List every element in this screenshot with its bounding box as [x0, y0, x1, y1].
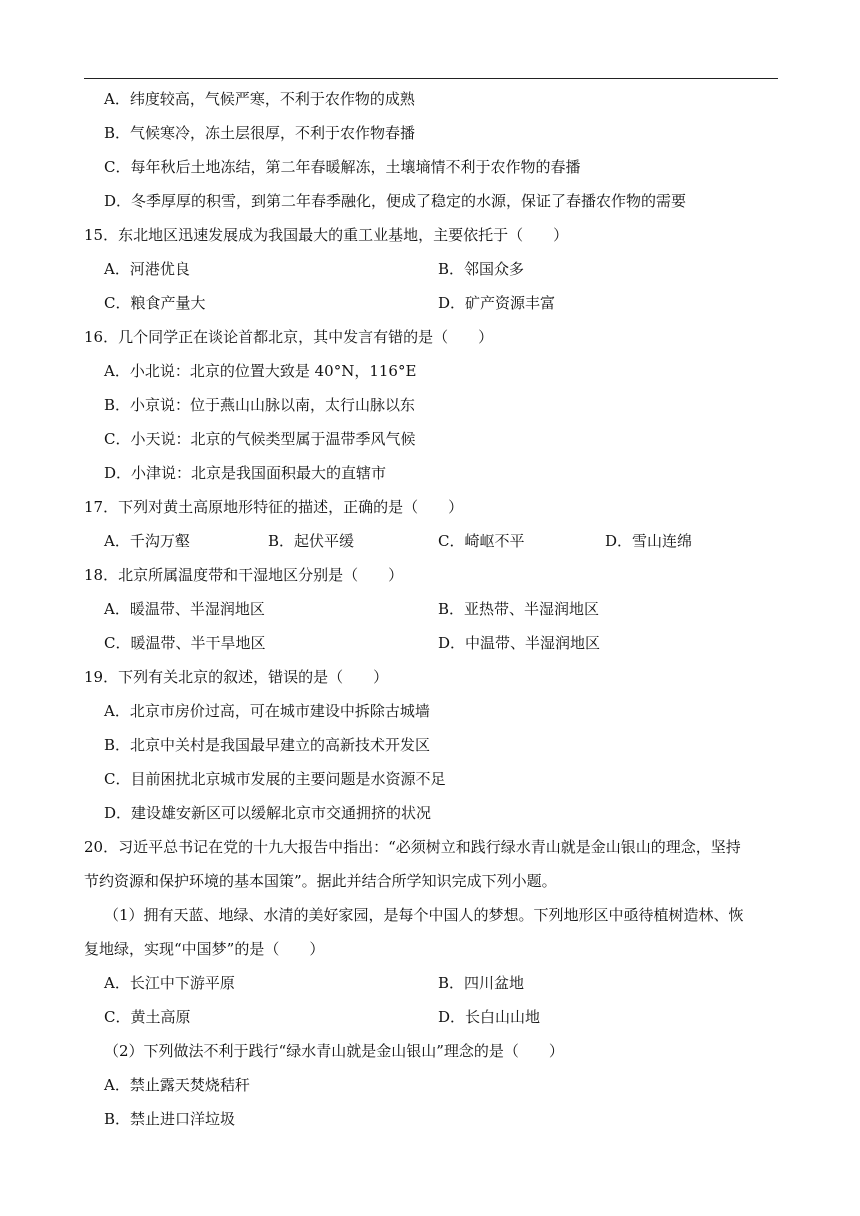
q17-option-d: D．雪山连绵	[605, 532, 693, 550]
q16-option-d: D．小津说：北京是我国面积最大的直辖市	[104, 464, 387, 482]
q18-option-a: A．暖温带、半湿润地区	[104, 600, 265, 618]
header-rule	[84, 78, 778, 79]
q20-sub1-option-b: B．四川盆地	[438, 974, 525, 992]
q19-stem: 19．下列有关北京的叙述，错误的是（ ）	[84, 668, 389, 686]
q14-option-c: C．每年秋后土地冻结，第二年春暖解冻，土壤墒情不利于农作物的春播	[104, 158, 581, 176]
q20-sub1-option-d: D．长白山山地	[438, 1008, 541, 1026]
q19-option-d: D．建设雄安新区可以缓解北京市交通拥挤的状况	[104, 804, 432, 822]
q17-stem: 17．下列对黄土高原地形特征的描述，正确的是（ ）	[84, 498, 464, 516]
q14-option-a: A．纬度较高，气候严寒，不利于农作物的成熟	[104, 90, 415, 108]
q20-sub1-option-a: A．长江中下游平原	[104, 974, 235, 992]
q20-stem-line2: 节约资源和保护环境的基本国策”。据此并结合所学知识完成下列小题。	[84, 872, 557, 890]
q19-option-c: C．目前困扰北京城市发展的主要问题是水资源不足	[104, 770, 446, 788]
q20-sub1-stem-line2: 复地绿，实现“中国梦”的是（ ）	[84, 940, 325, 958]
q20-sub1-stem-line1: （1）拥有天蓝、地绿、水清的美好家园，是每个中国人的梦想。下列地形区中亟待植树造林、恢	[104, 906, 744, 924]
q15-option-c: C．粮食产量大	[104, 294, 206, 312]
q19-option-b: B．北京中关村是我国最早建立的高新技术开发区	[104, 736, 431, 754]
q19-option-a: A．北京市房价过高，可在城市建设中拆除古城墙	[104, 702, 430, 720]
q14-option-b: B．气候寒冷，冻土层很厚，不利于农作物春播	[104, 124, 416, 142]
q16-stem: 16．几个同学正在谈论首都北京，其中发言有错的是（ ）	[84, 328, 494, 346]
q16-option-c: C．小天说：北京的气候类型属于温带季风气候	[104, 430, 416, 448]
q17-option-c: C．崎岖不平	[438, 532, 525, 550]
q20-stem-line1: 20．习近平总书记在党的十九大报告中指出：“必须树立和践行绿水青山就是金山银山的理念，坚持	[84, 838, 741, 856]
q20-sub1-option-c: C．黄土高原	[104, 1008, 191, 1026]
q18-stem: 18．北京所属温度带和干湿地区分别是（ ）	[84, 566, 404, 584]
q14-option-d: D．冬季厚厚的积雪，到第二年春季融化，便成了稳定的水源，保证了春播农作物的需要	[104, 192, 687, 210]
q15-option-a: A．河港优良	[104, 260, 190, 278]
q18-option-b: B．亚热带、半湿润地区	[438, 600, 600, 618]
q15-option-b: B．邻国众多	[438, 260, 525, 278]
q15-option-d: D．矿产资源丰富	[438, 294, 556, 312]
q16-option-b: B．小京说：位于燕山山脉以南，太行山脉以东	[104, 396, 416, 414]
q20-sub2-option-a: A．禁止露天焚烧秸秆	[104, 1076, 250, 1094]
q18-option-d: D．中温带、半湿润地区	[438, 634, 601, 652]
q17-option-b: B．起伏平缓	[268, 532, 355, 550]
q16-option-a: A．小北说：北京的位置大致是 40°N，116°E	[104, 362, 417, 380]
q20-sub2-stem: （2）下列做法不利于践行“绿水青山就是金山银山”理念的是（ ）	[104, 1042, 564, 1060]
q18-option-c: C．暖温带、半干旱地区	[104, 634, 266, 652]
q20-sub2-option-b: B．禁止进口洋垃圾	[104, 1110, 236, 1128]
q17-option-a: A．千沟万壑	[104, 532, 190, 550]
q15-stem: 15．东北地区迅速发展成为我国最大的重工业基地，主要依托于（ ）	[84, 226, 569, 244]
